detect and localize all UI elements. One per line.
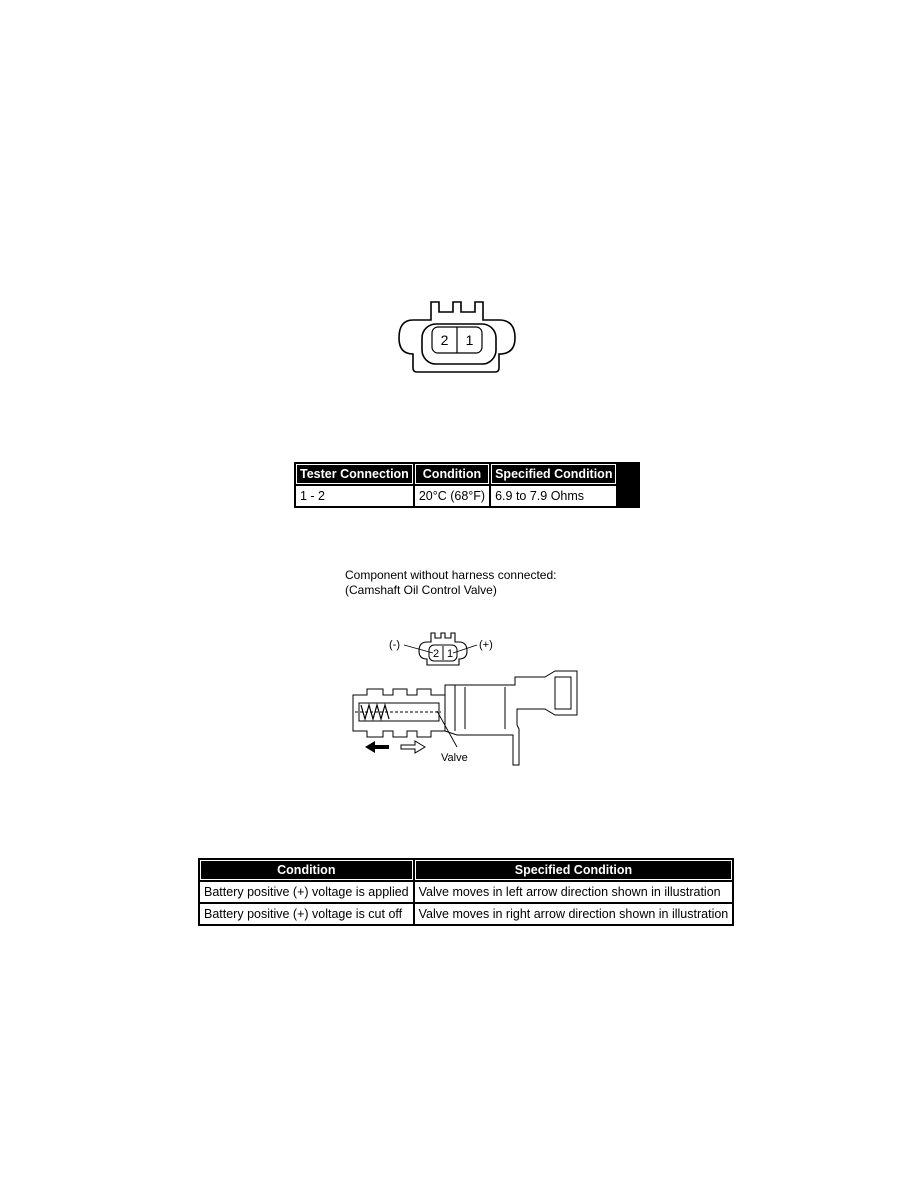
left-arrow-icon: [365, 741, 389, 753]
header-condition: Condition: [415, 464, 489, 484]
cell-condition: Battery positive (+) voltage is cut off: [200, 904, 413, 924]
cell-condition: Battery positive (+) voltage is applied: [200, 882, 413, 902]
connector-diagram: [398, 298, 520, 376]
pin-1-label: 1: [465, 332, 474, 348]
table-filler: [618, 486, 638, 506]
positive-terminal-label: (+): [479, 639, 493, 651]
valve-connector-diagram: [389, 633, 493, 665]
cell-specified-condition: Valve moves in left arrow direction shown in illustration: [415, 882, 733, 902]
valve-operation-table: [198, 858, 734, 926]
resistance-spec-table: [294, 462, 640, 508]
caption-line-1: Component without harness connected:: [345, 568, 557, 582]
valve-pin-1: 1: [446, 648, 454, 660]
right-arrow-icon: [401, 741, 425, 753]
table-row: [200, 904, 732, 924]
header-specified-condition: Specified Condition: [415, 860, 733, 880]
cell-specified-condition: 6.9 to 7.9 Ohms: [491, 486, 616, 506]
valve-pin-2: 2: [432, 648, 440, 660]
valve-body-drawing: [353, 671, 577, 765]
header-condition: Condition: [200, 860, 413, 880]
valve-label: Valve: [441, 752, 468, 764]
cell-condition: 20°C (68°F): [415, 486, 489, 506]
header-tester-connection: Tester Connection: [296, 464, 413, 484]
pin-2-label: 2: [440, 332, 449, 348]
component-caption: [345, 568, 556, 598]
table-header-row: [296, 464, 638, 484]
header-specified-condition: Specified Condition: [491, 464, 616, 484]
oil-control-valve-illustration: [345, 625, 585, 775]
table-row: [200, 882, 732, 902]
cell-tester-connection: 1 - 2: [296, 486, 413, 506]
caption-line-2: (Camshaft Oil Control Valve): [345, 583, 497, 597]
table-header-row: [200, 860, 732, 880]
negative-terminal-label: (-): [389, 639, 400, 651]
table-filler: [618, 464, 638, 484]
cell-specified-condition: Valve moves in right arrow direction shown in illustration: [415, 904, 733, 924]
table-row: [296, 486, 638, 506]
